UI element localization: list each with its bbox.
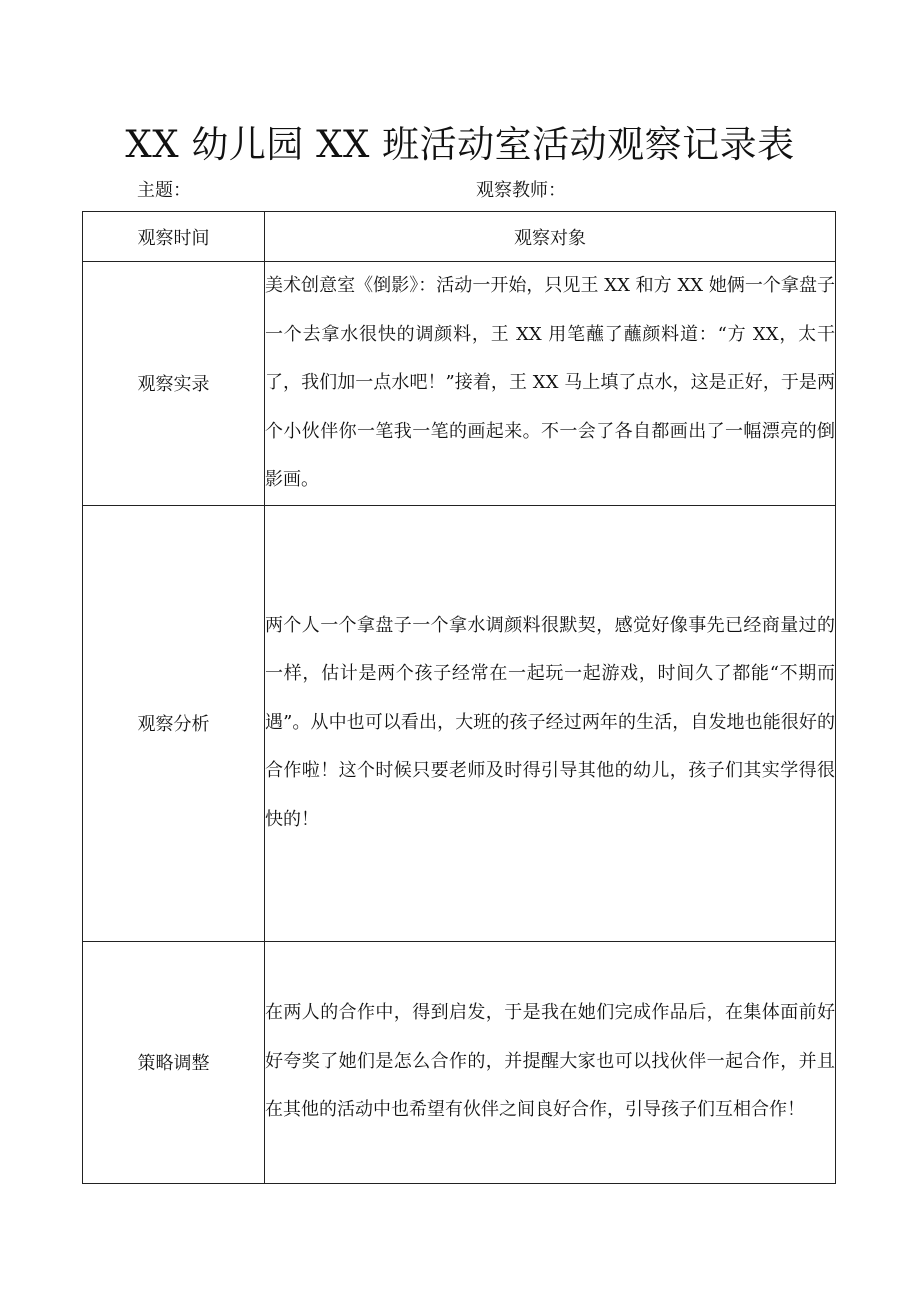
teacher-label: 观察教师： [476, 180, 566, 201]
row-content-record: 美术创意室《倒影》：活动一开始，只见王 XX 和方 XX 她俩一个拿盘子一个去拿水很快的调颜料，王 XX 用笔蘸了蘸颜料道：“方 XX，太干了，我们加一点水吧！”接着，王 XX 马上填了点水，这是正好，于是两个小伙伴你一笔我一笔的画起来。不一会了各自都画出了一幅漂亮的倒影画。 [265, 262, 836, 506]
observation-table [82, 211, 836, 1184]
row-content-strategy: 在两人的合作中，得到启发，于是我在她们完成作品后，在集体面前好好夸奖了她们是怎么合作的，并提醒大家也可以找伙伴一起合作，并且在其他的活动中也希望有伙伴之间良好合作，引导孩子们互相合作！ [265, 941, 836, 1183]
table-row-record [83, 262, 836, 506]
table-header-row [83, 212, 836, 262]
row-label-analysis: 观察分析 [83, 505, 265, 941]
table-row-strategy [83, 941, 836, 1183]
row-label-strategy: 策略调整 [83, 941, 265, 1183]
header-target-cell: 观察对象 [265, 212, 836, 262]
document-title: XX 幼儿园 XX 班活动室活动观察记录表 [125, 123, 795, 166]
header-time-cell: 观察时间 [83, 212, 265, 262]
table-row-analysis [83, 505, 836, 941]
row-content-analysis: 两个人一个拿盘子一个拿水调颜料很默契，感觉好像事先已经商量过的一样，估计是两个孩子经常在一起玩一起游戏，时间久了都能“不期而遇”。从中也可以看出，大班的孩子经过两年的生活，自发地也能很好的合作啦！这个时候只要老师及时得引导其他的幼儿，孩子们其实学得很快的！ [265, 505, 836, 941]
row-label-record: 观察实录 [83, 262, 265, 506]
topic-label: 主题： [137, 180, 191, 201]
